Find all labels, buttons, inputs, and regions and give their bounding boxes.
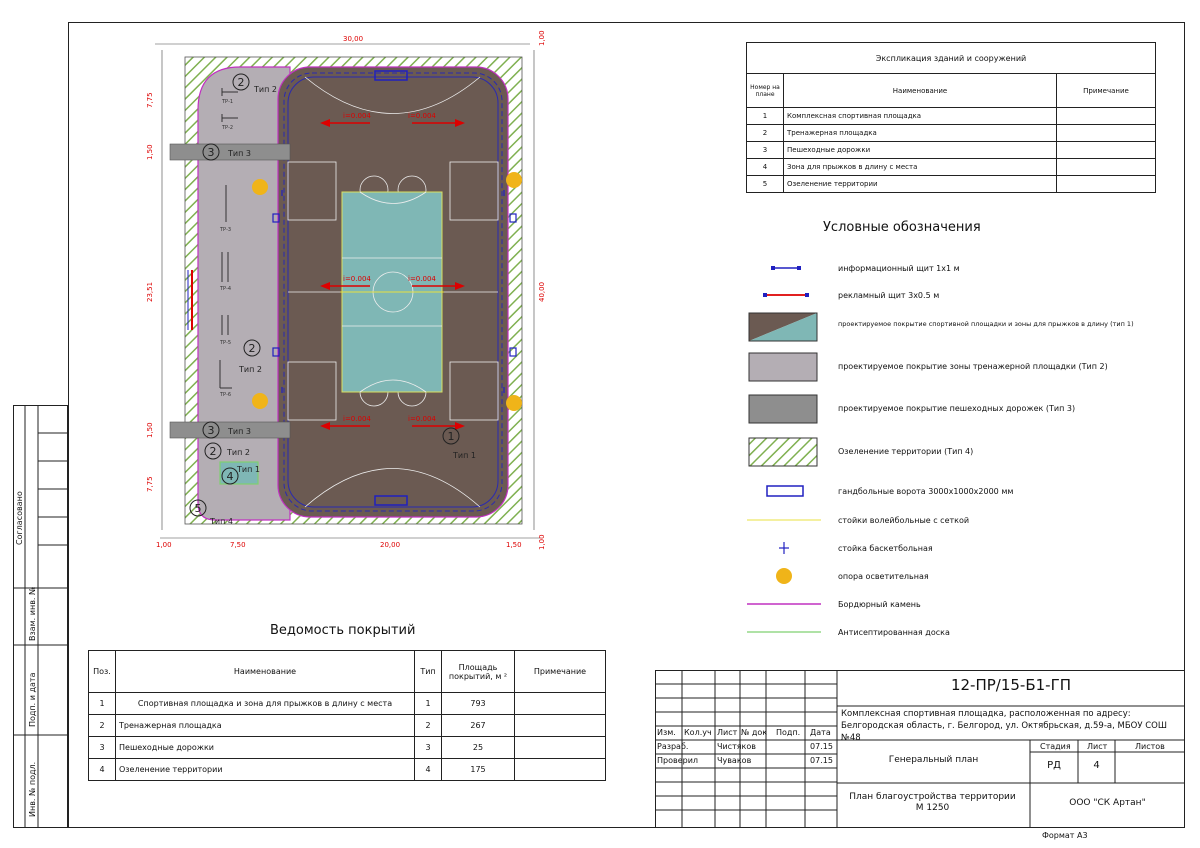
cell-note [1057, 176, 1156, 193]
legend-goal-symbol [767, 486, 803, 496]
legend-item: опора осветительная [838, 572, 929, 581]
table-row [747, 108, 1156, 125]
explication-header-name: Наименование [784, 74, 1057, 108]
col-kol: Кол.уч [684, 728, 712, 737]
explication-header-note: Примечание [1057, 74, 1156, 108]
cell-type: 3 [415, 737, 442, 759]
cell-name: Зона для прыжков в длину с места [784, 159, 1057, 176]
legend-light-symbol [776, 568, 792, 584]
cell-type: 1 [415, 693, 442, 715]
title-block [655, 670, 1185, 828]
coverage-title: Ведомость покрытий [270, 623, 416, 638]
side-stamp-grid [13, 405, 68, 828]
cell-note [515, 737, 606, 759]
zone-2-mid-number: 2 [248, 342, 256, 355]
tip2-mid-label: Тип 2 [239, 365, 262, 374]
dim-left-150-top: 1,50 [146, 144, 154, 160]
table-row [89, 759, 606, 781]
explication-header-no: Номер на плане [747, 74, 784, 108]
razrab-label: Разраб. [657, 742, 689, 751]
col-date: Дата [810, 728, 831, 737]
prover-date: 07.15 [810, 756, 833, 765]
legend-item: рекламный щит 3х0.5 м [838, 291, 940, 300]
slope-2: i=0.004 [408, 112, 436, 120]
equip-label-6: ТР-6 [220, 392, 232, 398]
dim-bottom-150: 1,50 [506, 541, 522, 549]
cell-note [1057, 108, 1156, 125]
legend-item: информационный щит 1х1 м [838, 264, 960, 273]
coverage-header-area: Площадь покрытий, м ² [442, 651, 515, 693]
legend-item: стойка баскетбольная [838, 544, 933, 553]
equip-label-3: ТР-3 [220, 227, 232, 233]
sheet-label: Лист [1087, 742, 1108, 751]
equip-label-2: ТР-2 [222, 125, 234, 131]
table-row [747, 176, 1156, 193]
table-row [747, 125, 1156, 142]
legend-item: Бордюрный камень [838, 600, 921, 609]
col-doc: № док [741, 728, 768, 737]
legend-type1-symbol [749, 313, 817, 341]
zone-1-number: 1 [447, 430, 455, 443]
cell-note [515, 693, 606, 715]
table-row [89, 715, 606, 737]
format-label: Формат А3 [1042, 831, 1088, 840]
cell-no: 5 [747, 176, 784, 193]
dim-right: 40,00 [538, 281, 546, 302]
cell-note [1057, 125, 1156, 142]
zone-3-bot-number: 3 [207, 424, 215, 437]
dim-left-top: 7,75 [146, 92, 154, 108]
cell-name: Комплексная спортивная площадка [784, 108, 1057, 125]
cell-pos: 1 [89, 693, 116, 715]
legend-item: Озеленение территории (Тип 4) [838, 447, 974, 456]
legend-item: Антисептированная доска [838, 628, 950, 637]
coverage-header-type: Тип [415, 651, 442, 693]
legend-symbols [745, 255, 825, 645]
dim-bottom-left: 1,00 [156, 541, 172, 549]
tip4-label: Тип 4 [210, 517, 233, 526]
coverage-header-pos: Поз. [89, 651, 116, 693]
legend-item: проектируемое покрытие пешеходных дорожек (Тип 3) [838, 404, 1076, 413]
zone-2-top-number: 2 [237, 76, 245, 89]
cell-area: 793 [442, 693, 515, 715]
legend-item: проектируемое покрытие спортивной площадки и зоны для прыжков в длину (тип 1) [838, 320, 1134, 328]
company-name: ООО "СК Артан" [1069, 798, 1146, 808]
cell-pos: 3 [89, 737, 116, 759]
tip3-bot-label: Тип 3 [228, 427, 251, 436]
cell-note [1057, 159, 1156, 176]
sheet-value: 4 [1093, 760, 1100, 771]
cell-pos: 4 [89, 759, 116, 781]
stage-label: Стадия [1040, 742, 1071, 751]
slope-3: i=0.004 [343, 275, 371, 283]
cell-no: 1 [747, 108, 784, 125]
dim-top-right: 1,00 [538, 30, 546, 46]
dim-bottom-right: 1,00 [538, 534, 546, 550]
razrab-date: 07.15 [810, 742, 833, 751]
prover-label: Проверил [657, 756, 699, 765]
table-row [89, 737, 606, 759]
equip-label-4: ТР-4 [220, 286, 232, 292]
legend-ad-board-symbol [763, 293, 809, 297]
drawing-title: План благоустройства территории М 1250 [849, 792, 1016, 813]
slope-4: i=0.004 [408, 275, 436, 283]
dim-bottom-mid: 20,00 [380, 541, 401, 549]
cell-name: Пешеходные дорожки [116, 737, 415, 759]
razrab-name: Чистяков [717, 742, 756, 751]
cell-pos: 2 [89, 715, 116, 737]
equip-label-5: ТР-5 [220, 340, 232, 346]
drawing-code: 12-ПР/15-Б1-ГП [950, 676, 1072, 694]
dim-top: 30,00 [343, 35, 364, 43]
tip2-bot-label: Тип 2 [227, 448, 250, 457]
explication-table [746, 42, 1156, 193]
table-row [747, 142, 1156, 159]
tip3-top-label: Тип 3 [228, 149, 251, 158]
legend-info-board-symbol [771, 266, 801, 270]
col-izm: Изм. [657, 728, 676, 737]
dim-left-mid: 23,51 [146, 281, 154, 302]
cell-name: Тренажерная площадка [784, 125, 1057, 142]
inv-orig-label: Инв. № подл. [28, 761, 37, 817]
cell-note [1057, 142, 1156, 159]
explication-title: Экспликация зданий и сооружений [747, 43, 1156, 74]
agreed-label: Согласовано [15, 491, 24, 545]
dim-bottom-750: 7,50 [230, 541, 246, 549]
tip1-label: Тип 1 [453, 451, 476, 460]
cell-name: Озеленение территории [784, 176, 1057, 193]
zone-2-bot-number: 2 [209, 445, 217, 458]
cell-name: Озеленение территории [116, 759, 415, 781]
site-plan [140, 30, 560, 550]
legend-type3-symbol [749, 395, 817, 423]
coverage-header-name: Наименование [116, 651, 415, 693]
col-podp: Подп. [776, 728, 801, 737]
cell-no: 3 [747, 142, 784, 159]
side-stamp [13, 405, 68, 828]
cell-no: 2 [747, 125, 784, 142]
slope-6: i=0.004 [408, 415, 436, 423]
cell-area: 25 [442, 737, 515, 759]
tip2-top-label: Тип 2 [254, 85, 277, 94]
sheets-label: Листов [1135, 742, 1165, 751]
cell-name: Тренажерная площадка [116, 715, 415, 737]
slope-1: i=0.004 [343, 112, 371, 120]
zone-4-number: 4 [226, 470, 234, 483]
cell-name: Спортивная площадка и зона для прыжков в длину с места [116, 693, 415, 715]
coverage-header-note: Примечание [515, 651, 606, 693]
cell-name: Пешеходные дорожки [784, 142, 1057, 159]
cell-note [515, 759, 606, 781]
table-row [89, 693, 606, 715]
legend-title: Условные обозначения [823, 220, 981, 235]
table-row [747, 159, 1156, 176]
legend-type2-symbol [749, 353, 817, 381]
coverage-table [88, 650, 606, 781]
legend-item: стойки волейбольные с сеткой [838, 516, 970, 525]
cell-no: 4 [747, 159, 784, 176]
replace-inv-label: Взам. инв. № [28, 586, 37, 641]
legend-basketball-symbol [779, 542, 789, 554]
tip1-small-label: Тип 1 [237, 465, 260, 474]
stage-value: РД [1047, 760, 1061, 771]
col-list: Лист [717, 728, 738, 737]
legend-item: гандбольные ворота 3000х1000х2000 мм [838, 487, 1014, 496]
cell-area: 267 [442, 715, 515, 737]
equip-label-1: ТР-1 [222, 99, 234, 105]
prover-name: Чуваков [717, 756, 752, 765]
zone-5-number: 5 [194, 502, 202, 515]
legend-type4-symbol [749, 438, 817, 466]
cell-type: 2 [415, 715, 442, 737]
cell-type: 4 [415, 759, 442, 781]
cell-note [515, 715, 606, 737]
slope-5: i=0.004 [343, 415, 371, 423]
cell-area: 175 [442, 759, 515, 781]
project-description: Комплексная спортивная площадка, расположенная по адресу: Белгородская область, г. Белгород, ул. Октябрьская, д.59-а, МБОУ СОШ №48 [841, 709, 1167, 743]
sheet-title: Генеральный план [888, 755, 979, 765]
legend-item: проектируемое покрытие зоны тренажерной площадки (Тип 2) [838, 362, 1108, 371]
zone-3-top-number: 3 [207, 146, 215, 159]
dim-left-bot: 7,75 [146, 476, 154, 492]
sign-date-label: Подп. и дата [28, 672, 37, 727]
dim-left-150-bot: 1,50 [146, 422, 154, 438]
